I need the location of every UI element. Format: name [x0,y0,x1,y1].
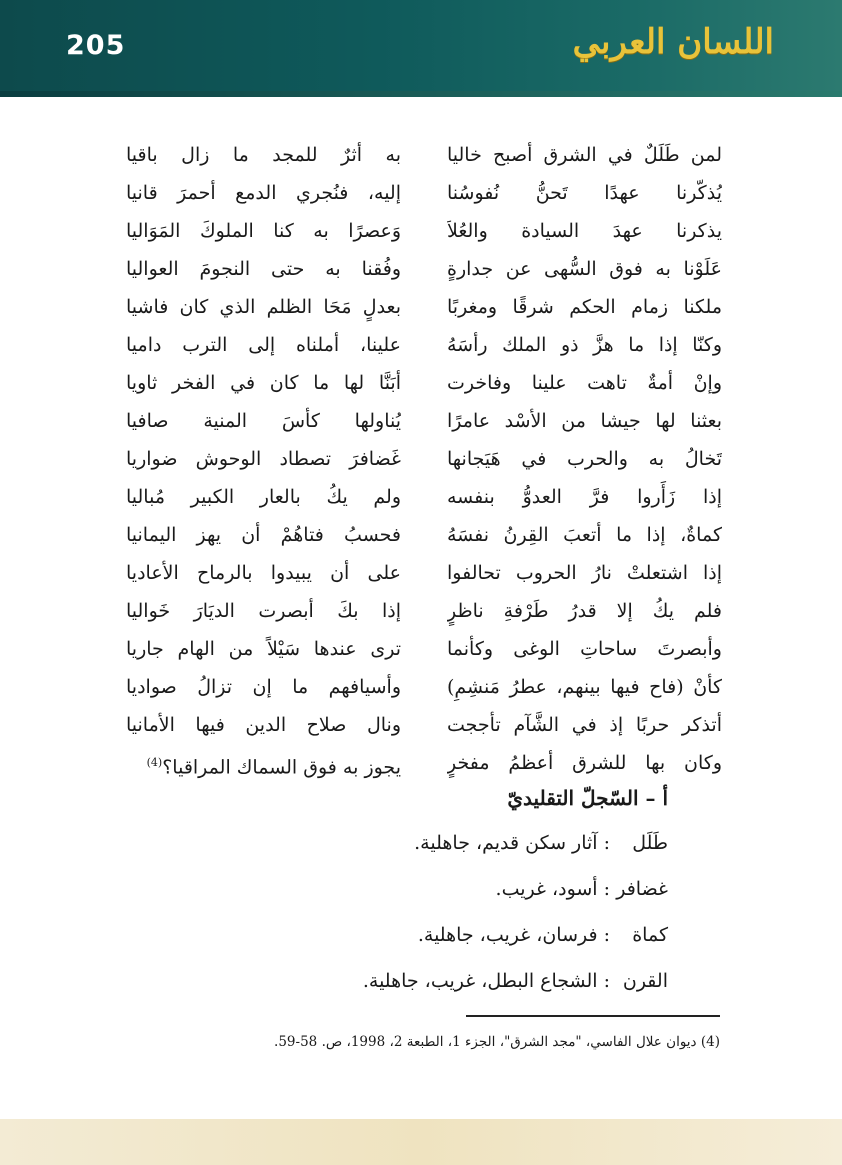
verse-left: على أن يبيدوا بالرماح الأعاديا [126,562,401,584]
footnote-marker: (4) [146,756,163,769]
journal-logo: اللسان العربي [572,22,774,62]
footnote-divider [466,1015,720,1017]
verse-right: بعثنا لها جيشا من الأسْد عامرًا [447,410,722,432]
verse-left: به أثرٌ للمجد ما زال باقيا [126,144,401,166]
verse-right: إذا زَأَروا فرَّ العدوُّ بنفسه [447,486,722,508]
verse-left: وأسيافهم ما إن تزالُ صواديا [126,676,401,698]
gloss-row: طَلَل:آثار سكن قديم، جاهلية. [208,820,668,866]
verse-right: وإنْ أمةٌ تاهت علينا وفاخرت [447,372,722,394]
verse-left: ونال صلاح الدين فيها الأمانيا [126,714,401,736]
verse-right: لمن طَلَلٌ في الشرق أصبح خاليا [447,144,722,166]
verse-right: وأبصرتَ ساحاتِ الوغى وكأنما [447,638,722,660]
footer-band [0,1119,842,1165]
verse-right: وكان بها للشرق أعظمُ مفخرٍ [447,752,722,774]
page-number: 205 [66,30,126,61]
verse-left: وفُقنا به حتى النجومَ العواليا [126,258,401,280]
verse-right: وكنّا إذا ما هزَّ ذو الملك رأسَهُ [447,334,722,356]
gloss-row: كماة:فرسان، غريب، جاهلية. [208,912,668,958]
verse-left: ولم يكُ بالعار الكبير مُباليا [126,486,401,508]
verse-left: إليه، فنُجري الدمع أحمرَ قانيا [126,182,401,204]
verse-left: إذا بكَ أبصرت الديَارَ خَواليا [126,600,401,622]
gloss-definition: آثار سكن قديم، جاهلية. [414,832,598,854]
verse-right: يُذكّرنا عهدًا تَحنُّ نُفوسُنا [447,182,722,204]
verse-left: فحسبُ فتاهُمْ أن يهز اليمانيا [126,524,401,546]
verse-right: فلم يكُ إلا قدرُ طَرْفةِ ناظرٍ [447,600,722,622]
verse-left: ترى عندها سَيْلاً من الهام جاريا [126,638,401,660]
gloss-term: طَلَل [632,832,668,854]
verse-text: يجوز به فوق السماك المراقيا؟ [162,756,401,779]
gloss-row: غضافر:أسود، غريب. [208,866,668,912]
verse-right: يذكرنا عهدَ السيادة والعُلاَ [447,220,722,242]
verse-right: إذا اشتعلتْ نارُ الحروب تحالفوا [447,562,722,584]
verse-right: كأنْ (فاح فيها بينهم، عطرُ مَنشِمِ) [447,676,722,698]
gloss-definition: أسود، غريب. [495,878,598,900]
glossary-section [208,776,668,1004]
gloss-term: كماة [632,924,668,946]
verse-left: علينا، أملناه إلى الترب داميا [126,334,401,356]
section-title: أ – السّجلّ التقليديّ [507,786,668,810]
gloss-term: القرن [622,970,668,992]
verse-left: غَضافرَ تصطاد الوحوش ضواريا [126,448,401,470]
verse-right: تَخالُ به والحرب في هَيَجانها [447,448,722,470]
verse-right: ملكنا زمام الحكم شرقًا ومغربًا [447,296,722,318]
gloss-term: غضافر [616,878,668,900]
gloss-definition: الشجاع البطل، غريب، جاهلية. [362,970,598,992]
gloss-row: القرن:الشجاع البطل، غريب، جاهلية. [208,958,668,1004]
verse-left: وَعصرًا به كنا الملوكَ المَوَاليا [126,220,401,242]
verse-right: كماةٌ، إذا ما أتعبَ القِرنُ نفسَهُ [447,524,722,546]
verse-right: أتذكر حربًا إذ في الشَّآم تأججت [447,714,722,736]
verse-right: عَلَوْنا به فوق السُّهى عن جدارةٍ [447,258,722,280]
verse-left: يُناولها كأسَ المنية صافيا [126,410,401,432]
gloss-definition: فرسان، غريب، جاهلية. [417,924,598,946]
footnote: (4) ديوان علال الفاسي، "مجد الشرق"، الجزء 1، الطبعة 2، 1998، ص. 58-59. [274,1034,720,1050]
page-header [0,0,842,97]
verse-left: بعدلٍ مَحَا الظلم الذي كان فاشيا [126,296,401,318]
verse-left: أبَنَّا لها ما كان في الفخر ثاويا [126,372,401,394]
